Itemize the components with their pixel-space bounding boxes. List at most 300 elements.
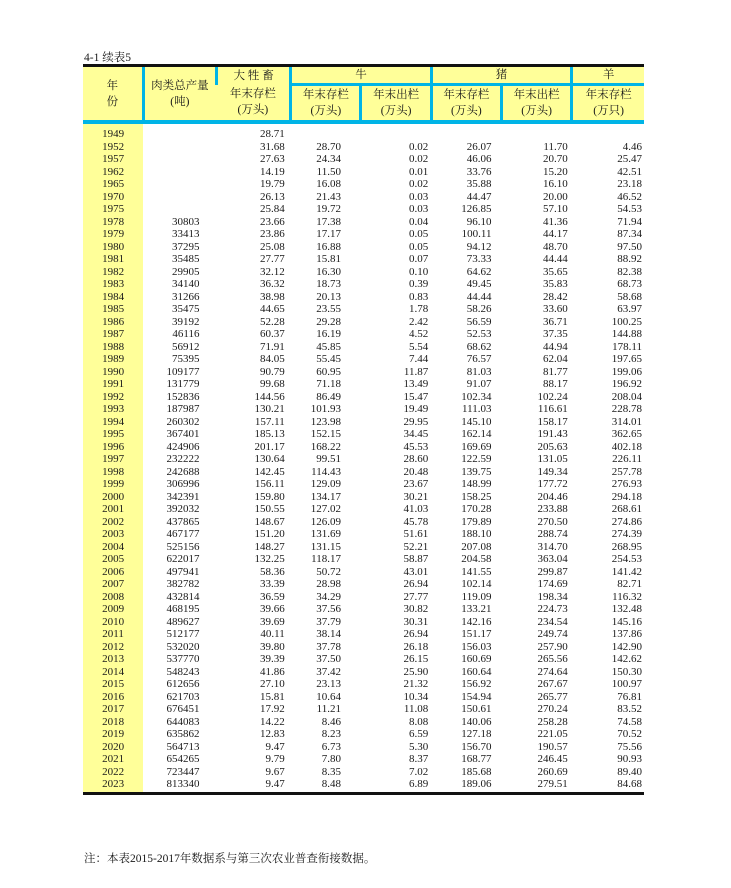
cell-year: 1994 <box>83 416 143 429</box>
cell-cattle-out: 0.02 <box>408 178 429 190</box>
cell-cattle-stock: 24.34 <box>316 153 341 165</box>
cell-year: 1957 <box>83 153 143 166</box>
cell-year: 1992 <box>83 391 143 404</box>
header-label: 年末存栏 <box>302 89 349 101</box>
cell-pig-out: 299.87 <box>537 565 568 578</box>
cell-pig-out: 149.34 <box>537 465 568 478</box>
cell-sheep-stock: 402.18 <box>611 440 642 453</box>
cell-year: 2017 <box>83 703 143 716</box>
cell-cattle-out: 30.21 <box>403 490 429 503</box>
cell-sheep-stock: 71.94 <box>617 215 642 228</box>
cell-cattle-stock: 86.49 <box>316 390 341 403</box>
cell-cattle-stock: 123.98 <box>310 415 341 428</box>
cell-pig-out: 57.10 <box>542 203 568 215</box>
cell-sheep-stock: 150.30 <box>611 665 642 678</box>
cell-cattle-out: 19.49 <box>403 403 429 415</box>
cell-big-livestock-stock: 144.56 <box>254 390 285 403</box>
cell-big-livestock-stock: 28.71 <box>259 128 285 140</box>
table-row <box>83 516 644 529</box>
cell-year: 2000 <box>83 491 143 504</box>
cell-pig-stock: 91.07 <box>466 378 492 390</box>
cell-cattle-stock: 114.43 <box>311 465 341 478</box>
cell-year: 1993 <box>83 403 143 416</box>
header-meat-output <box>143 66 216 123</box>
cell-pig-stock: 141.55 <box>461 565 492 578</box>
cell-big-livestock-stock: 84.05 <box>259 353 285 365</box>
livestock-table <box>83 64 644 795</box>
cell-year: 2022 <box>83 766 143 779</box>
cell-pig-out: 270.50 <box>537 515 568 528</box>
cell-big-livestock-stock: 39.80 <box>259 640 285 653</box>
header-pig-stock <box>431 85 501 123</box>
cell-sheep-stock: 23.18 <box>617 178 642 190</box>
cell-sheep-stock: 276.93 <box>611 478 642 490</box>
cell-pig-stock: 189.06 <box>431 778 501 793</box>
cell-year: 2013 <box>83 653 143 666</box>
cell-sheep-stock: 90.93 <box>617 753 642 765</box>
cell-cattle-stock: 16.08 <box>316 178 341 190</box>
table-note: 注：本表2015-2017年数据系与第三次农业普查衔接数据。 <box>84 853 376 865</box>
cell-meat-output: 392032 <box>166 503 200 515</box>
cell-meat-output <box>143 178 216 191</box>
cell-cattle-out: 0.02 <box>408 153 429 165</box>
cell-pig-stock: 127.18 <box>461 728 492 740</box>
cell-big-livestock-stock: 38.98 <box>259 290 285 303</box>
cell-cattle-stock: 16.30 <box>316 265 341 278</box>
cell-pig-stock: 64.62 <box>466 265 492 278</box>
cell-meat-output: 342391 <box>166 490 200 503</box>
cell-big-livestock-stock: 151.20 <box>254 528 285 540</box>
cell-pig-stock: 162.14 <box>461 428 492 440</box>
cell-big-livestock-stock: 27.63 <box>259 153 285 165</box>
cell-cattle-stock: 37.78 <box>316 640 341 653</box>
cell-pig-stock: 204.58 <box>461 553 492 565</box>
cell-cattle-out: 0.05 <box>408 228 429 240</box>
cell-pig-stock: 207.08 <box>461 540 492 553</box>
header-label: 年末出栏 <box>373 89 420 101</box>
cell-year: 1989 <box>83 353 143 366</box>
cell-year: 2009 <box>83 603 143 616</box>
cell-year: 2001 <box>83 503 143 516</box>
cell-cattle-out: 58.87 <box>403 553 429 565</box>
cell-meat-output: 437865 <box>166 515 200 528</box>
header-big-livestock-group: 大 牲 畜 <box>216 66 290 85</box>
cell-pig-out: 20.70 <box>542 153 568 165</box>
header-unit: (万头) <box>450 105 482 117</box>
cell-year: 2006 <box>83 566 143 579</box>
cell-cattle-out: 11.08 <box>403 703 429 715</box>
cell-meat-output: 548243 <box>166 665 200 678</box>
cell-meat-output: 187987 <box>166 403 200 415</box>
cell-sheep-stock: 254.53 <box>611 553 642 565</box>
cell-cattle-stock: 168.22 <box>310 440 341 453</box>
table-row <box>83 778 644 793</box>
cell-pig-stock <box>431 122 501 141</box>
cell-sheep-stock: 89.40 <box>617 765 642 778</box>
cell-meat-output: 152836 <box>166 390 200 403</box>
cell-pig-out: 102.24 <box>537 390 568 403</box>
cell-cattle-stock: 19.72 <box>316 203 341 215</box>
header-pig-out <box>501 85 571 123</box>
cell-pig-stock: 122.59 <box>461 453 492 465</box>
cell-cattle-out: 0.83 <box>408 290 429 303</box>
table-row <box>83 628 644 641</box>
cell-meat-output: 564713 <box>166 740 200 753</box>
cell-pig-out <box>501 122 571 141</box>
table-row <box>83 441 644 454</box>
cell-big-livestock-stock: 40.11 <box>260 628 285 640</box>
cell-pig-out: 35.65 <box>542 265 568 278</box>
cell-cattle-out: 15.47 <box>403 390 429 403</box>
cell-pig-out: 81.77 <box>542 365 568 378</box>
cell-meat-output: 46116 <box>172 328 200 340</box>
cell-meat-output: 468195 <box>166 603 200 615</box>
cell-year: 1991 <box>83 378 143 391</box>
cell-pig-out: 177.72 <box>537 478 568 490</box>
cell-pig-out: 131.05 <box>537 453 568 465</box>
header-pig-group: 猪 <box>431 66 572 85</box>
cell-pig-out: 204.46 <box>537 490 568 503</box>
cell-sheep-stock: 226.11 <box>612 453 642 465</box>
table-row <box>83 566 644 579</box>
table-row <box>83 728 644 741</box>
cell-meat-output: 31266 <box>171 290 200 303</box>
table-row <box>83 416 644 429</box>
cell-cattle-stock: 17.17 <box>316 228 341 240</box>
cell-cattle-out: 30.82 <box>403 603 429 615</box>
cell-sheep-stock: 76.81 <box>617 690 642 703</box>
cell-meat-output: 612656 <box>166 678 200 690</box>
table-row <box>83 466 644 479</box>
cell-meat-output: 432814 <box>166 590 200 603</box>
table-row <box>83 253 644 266</box>
cell-cattle-out: 26.18 <box>403 640 429 653</box>
table-row <box>83 303 644 316</box>
table-row <box>83 553 644 566</box>
cell-pig-stock: 119.09 <box>461 590 492 603</box>
cell-cattle-out: 7.44 <box>408 353 429 365</box>
cell-pig-stock: 102.34 <box>461 390 492 403</box>
cell-pig-stock: 185.68 <box>461 765 492 778</box>
cell-pig-out: 36.71 <box>542 315 568 328</box>
cell-year: 2021 <box>83 753 143 766</box>
header-label: 年末存栏 <box>443 89 490 101</box>
cell-year: 2008 <box>83 591 143 604</box>
cell-pig-out: 44.44 <box>542 253 568 265</box>
cell-pig-stock: 150.61 <box>461 703 492 715</box>
cell-meat-output: 33413 <box>171 228 200 240</box>
table-row <box>83 241 644 254</box>
table-row <box>83 378 644 391</box>
cell-meat-output: 306996 <box>166 478 200 490</box>
cell-pig-stock: 44.44 <box>466 290 492 303</box>
cell-cattle-out: 0.05 <box>408 240 429 253</box>
cell-pig-out: 265.56 <box>537 653 568 665</box>
cell-sheep-stock: 314.01 <box>611 415 642 428</box>
cell-meat-output: 813340 <box>143 778 216 793</box>
cell-big-livestock-stock: 9.67 <box>265 765 285 778</box>
cell-cattle-out: 0.03 <box>408 203 429 215</box>
cell-sheep-stock: 294.18 <box>611 490 642 503</box>
cell-pig-out: 363.04 <box>537 553 568 565</box>
cell-sheep-stock: 58.68 <box>617 290 642 303</box>
cell-year: 1995 <box>83 428 143 441</box>
cell-big-livestock-stock: 90.79 <box>259 365 285 378</box>
cell-meat-output: 424906 <box>166 440 200 453</box>
cell-cattle-out: 28.60 <box>403 453 429 465</box>
cell-cattle-out: 0.02 <box>408 140 429 153</box>
header-unit: (万头) <box>521 105 552 117</box>
table-row <box>83 316 644 329</box>
cell-year: 2014 <box>83 666 143 679</box>
table-row <box>83 403 644 416</box>
cell-sheep-stock: 142.62 <box>611 653 642 665</box>
cell-pig-out: 191.43 <box>537 428 568 440</box>
cell-pig-stock: 133.21 <box>461 603 492 615</box>
cell-meat-output <box>143 122 216 141</box>
cell-cattle-stock: 17.38 <box>316 215 341 228</box>
cell-pig-stock: 102.14 <box>461 578 492 590</box>
cell-year: 1975 <box>83 203 143 216</box>
cell-big-livestock-stock: 12.83 <box>259 728 285 740</box>
cell-cattle-out: 45.78 <box>403 515 429 528</box>
table-row <box>83 366 644 379</box>
cell-cattle-stock: 129.09 <box>310 478 341 490</box>
cell-pig-out: 260.69 <box>537 765 568 778</box>
cell-year: 1990 <box>83 366 143 379</box>
cell-sheep-stock: 362.65 <box>611 428 642 440</box>
cell-pig-stock: 168.77 <box>461 753 492 765</box>
cell-cattle-stock: 131.69 <box>310 528 341 540</box>
cell-sheep-stock: 63.97 <box>617 303 642 315</box>
table-row <box>83 228 644 241</box>
table-row <box>83 291 644 304</box>
cell-pig-stock: 145.10 <box>461 415 492 428</box>
cell-cattle-out: 0.39 <box>408 278 429 290</box>
cell-meat-output: 242688 <box>166 465 200 478</box>
cell-cattle-stock: 152.15 <box>310 428 341 440</box>
cell-pig-stock: 160.69 <box>461 653 492 665</box>
cell-pig-out: 221.05 <box>537 728 568 740</box>
header-meat-title: 肉类总产量 <box>151 79 209 92</box>
cell-sheep-stock: 268.95 <box>611 540 642 553</box>
cell-year: 2020 <box>83 741 143 754</box>
cell-cattle-stock: 37.79 <box>316 615 341 628</box>
cell-pig-out: 265.77 <box>537 690 568 703</box>
cell-sheep-stock <box>572 122 644 141</box>
table-row <box>83 166 644 179</box>
cell-year: 1985 <box>83 303 143 316</box>
header-label: 年末存栏 <box>585 89 632 101</box>
cell-meat-output: 622017 <box>166 553 200 565</box>
cell-cattle-stock: 38.14 <box>316 628 341 640</box>
cell-year: 2018 <box>83 716 143 729</box>
cell-sheep-stock: 145.16 <box>611 615 642 628</box>
cell-pig-out: 28.42 <box>542 290 568 303</box>
cell-cattle-out <box>361 122 431 141</box>
table-row <box>83 341 644 354</box>
cell-pig-stock: 58.26 <box>466 303 492 315</box>
cell-cattle-out: 8.37 <box>408 753 429 765</box>
cell-big-livestock-stock: 159.80 <box>254 490 285 503</box>
table-row <box>83 603 644 616</box>
cell-pig-stock: 56.59 <box>466 315 492 328</box>
cell-sheep-stock: 4.46 <box>622 140 642 153</box>
cell-big-livestock-stock: 142.45 <box>254 465 285 478</box>
cell-meat-output: 532020 <box>166 640 200 653</box>
table-caption: 4-1 续表5 <box>84 52 131 64</box>
cell-big-livestock-stock: 14.22 <box>259 715 285 728</box>
cell-year: 1999 <box>83 478 143 491</box>
cell-pig-stock: 35.88 <box>466 178 492 190</box>
cell-big-livestock-stock: 41.86 <box>259 665 285 678</box>
cell-pig-out: 88.17 <box>542 378 568 390</box>
cell-sheep-stock: 274.86 <box>611 515 642 528</box>
cell-pig-out: 288.74 <box>537 528 568 540</box>
cell-year: 2003 <box>83 528 143 541</box>
cell-sheep-stock: 196.92 <box>611 378 642 390</box>
cell-meat-output: 512177 <box>166 628 200 640</box>
cell-cattle-out: 13.49 <box>403 378 429 390</box>
cell-year: 1983 <box>83 278 143 291</box>
cell-big-livestock-stock: 39.39 <box>259 653 285 665</box>
cell-sheep-stock: 132.48 <box>611 603 642 615</box>
cell-big-livestock-stock: 23.86 <box>259 228 285 240</box>
cell-pig-out: 41.36 <box>542 215 568 228</box>
cell-big-livestock-stock: 71.91 <box>259 340 285 353</box>
cell-cattle-stock: 16.88 <box>316 240 341 253</box>
cell-meat-output: 232222 <box>166 453 200 465</box>
cell-cattle-out: 30.31 <box>403 615 429 628</box>
cell-pig-stock: 154.94 <box>461 690 492 703</box>
cell-pig-stock: 94.12 <box>466 240 492 253</box>
table-header <box>83 66 644 123</box>
cell-year: 2005 <box>83 553 143 566</box>
cell-pig-out: 198.34 <box>537 590 568 603</box>
cell-pig-stock: 81.03 <box>466 365 492 378</box>
table-row <box>83 666 644 679</box>
cell-cattle-out: 51.61 <box>403 528 429 540</box>
cell-pig-out: 116.61 <box>537 403 568 415</box>
cell-sheep-stock: 87.34 <box>617 228 642 240</box>
cell-pig-stock: 148.99 <box>461 478 492 490</box>
cell-meat-output: 39192 <box>171 315 200 328</box>
cell-meat-output: 367401 <box>166 428 200 440</box>
cell-sheep-stock: 83.52 <box>617 703 642 715</box>
cell-pig-out: 37.35 <box>542 328 568 340</box>
cell-cattle-out: 34.45 <box>403 428 429 440</box>
cell-cattle-stock: 8.23 <box>321 728 341 740</box>
cell-sheep-stock: 137.86 <box>611 628 642 640</box>
cell-cattle-stock: 8.48 <box>291 778 361 793</box>
cell-sheep-stock: 208.04 <box>611 390 642 403</box>
table-row <box>83 153 644 166</box>
header-unit: (万头) <box>310 105 342 117</box>
cell-year: 2019 <box>83 728 143 741</box>
cell-year: 2023 <box>83 778 143 793</box>
cell-cattle-out: 25.90 <box>403 665 429 678</box>
cell-big-livestock-stock: 130.21 <box>254 403 285 415</box>
cell-pig-out: 270.24 <box>537 703 568 715</box>
cell-pig-stock: 142.16 <box>461 615 492 628</box>
cell-pig-stock: 158.25 <box>461 490 492 503</box>
cell-meat-output: 382782 <box>166 578 200 590</box>
cell-sheep-stock: 97.50 <box>617 240 642 253</box>
cell-year: 1962 <box>83 166 143 179</box>
table-row <box>83 391 644 404</box>
cell-sheep-stock: 257.78 <box>611 465 642 478</box>
cell-cattle-stock: 6.73 <box>321 740 341 753</box>
cell-meat-output <box>143 191 216 204</box>
cell-pig-stock: 68.62 <box>466 340 492 353</box>
cell-sheep-stock: 268.61 <box>611 503 642 515</box>
cell-cattle-out: 27.77 <box>403 590 429 603</box>
cell-big-livestock-stock: 150.55 <box>254 503 285 515</box>
cell-cattle-stock: 101.93 <box>310 403 341 415</box>
cell-pig-out: 16.10 <box>542 178 568 190</box>
cell-meat-output: 35475 <box>171 303 200 315</box>
cell-pig-stock: 151.17 <box>461 628 492 640</box>
cell-cattle-stock: 131.15 <box>310 540 341 553</box>
cell-sheep-stock: 54.53 <box>617 203 642 215</box>
cell-cattle-stock: 8.46 <box>321 715 341 728</box>
cell-sheep-stock: 75.56 <box>617 740 642 753</box>
cell-meat-output <box>143 141 216 154</box>
cell-pig-stock: 33.76 <box>466 165 492 178</box>
cell-cattle-stock: 28.70 <box>316 140 341 153</box>
cell-sheep-stock: 197.65 <box>611 353 642 365</box>
cell-big-livestock-stock: 60.37 <box>259 328 285 340</box>
cell-big-livestock-stock: 9.47 <box>216 778 290 793</box>
cell-pig-stock: 76.57 <box>466 353 492 365</box>
cell-pig-stock: 179.89 <box>461 515 492 528</box>
cell-big-livestock-stock: 25.84 <box>259 203 285 215</box>
cell-year: 2010 <box>83 616 143 629</box>
cell-big-livestock-stock: 156.11 <box>254 478 285 490</box>
cell-cattle-stock: 20.13 <box>316 290 341 303</box>
table-row <box>83 428 644 441</box>
cell-sheep-stock: 100.97 <box>611 678 642 690</box>
cell-cattle-out: 26.94 <box>403 628 429 640</box>
cell-big-livestock-stock: 132.25 <box>254 553 285 565</box>
cell-big-livestock-stock: 148.67 <box>254 515 285 528</box>
cell-sheep-stock: 274.39 <box>611 528 642 540</box>
cell-year: 2002 <box>83 516 143 529</box>
cell-big-livestock-stock: 27.10 <box>259 678 285 690</box>
cell-pig-out: 224.73 <box>537 603 568 615</box>
cell-big-livestock-stock: 36.59 <box>259 590 285 603</box>
cell-big-livestock-stock: 9.47 <box>265 740 285 753</box>
cell-cattle-stock: 99.51 <box>316 453 341 465</box>
cell-big-livestock-stock: 17.92 <box>259 703 285 715</box>
cell-cattle-out: 6.89 <box>361 778 431 793</box>
cell-big-livestock-stock: 15.81 <box>259 690 285 703</box>
cell-meat-output: 56912 <box>171 340 200 353</box>
cell-sheep-stock: 84.68 <box>572 778 644 793</box>
cell-pig-out: 249.74 <box>537 628 568 640</box>
cell-meat-output <box>143 203 216 216</box>
header-sheep-stock <box>572 85 644 123</box>
cell-meat-output <box>143 166 216 179</box>
cell-meat-output: 537770 <box>166 653 200 665</box>
table-row <box>83 691 644 704</box>
cell-cattle-stock: 37.42 <box>316 665 341 678</box>
cell-meat-output: 489627 <box>166 615 200 628</box>
cell-year: 1978 <box>83 216 143 229</box>
cell-pig-out: 246.45 <box>537 753 568 765</box>
cell-meat-output: 654265 <box>166 753 200 765</box>
cell-pig-out: 274.64 <box>537 665 568 678</box>
